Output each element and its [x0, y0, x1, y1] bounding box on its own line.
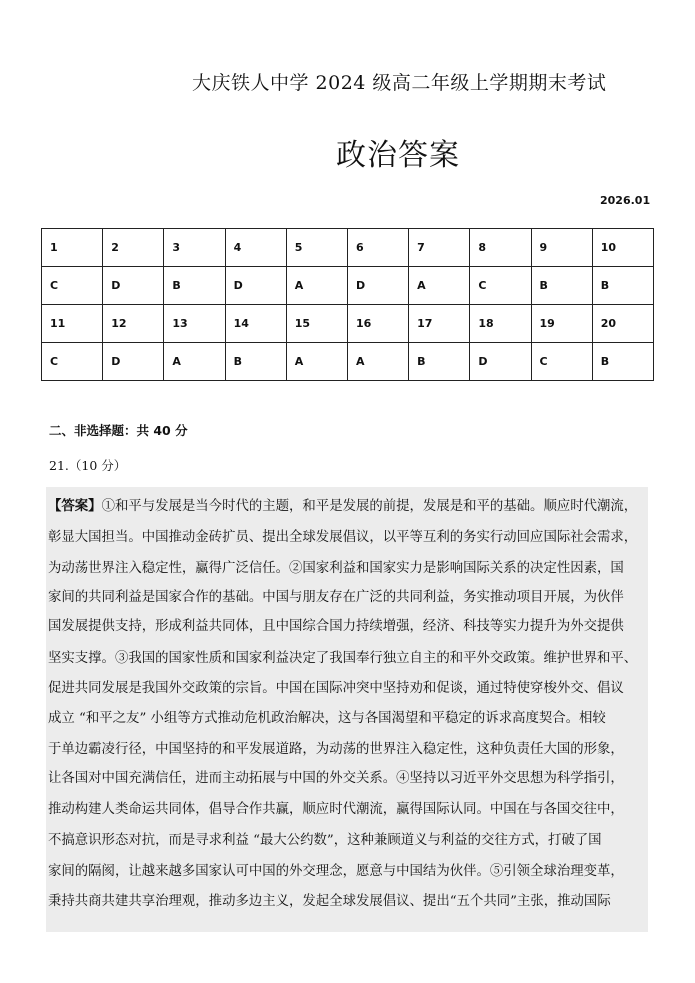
- answer-letter-cell: A: [286, 267, 347, 305]
- exam-title: 大庆铁人中学 2024 级高二年级上学期期末考试: [192, 72, 607, 94]
- answer-letter-cell: A: [164, 343, 225, 381]
- answer-letter-cell: C: [42, 343, 103, 381]
- question-number-row: [42, 305, 654, 343]
- answer-text-line: 不搞意识形态对抗，而是寻求利益 “最大公约数”，这种兼顾道义与利益的交往方式，打破了国: [48, 833, 602, 848]
- answer-text-line: 让各国对中国充满信任，进而主动拓展与中国的外交关系。④坚持以习近平外交思想为科学指引，: [48, 771, 624, 786]
- answer-text-line: 推动构建人类命运共同体，倡导合作共赢，顺应时代潮流，赢得国际认同。中国在与各国交往中，: [48, 802, 624, 817]
- answer-letter-row: [42, 267, 654, 305]
- answer-text-line: 促进共同发展是我国外交政策的宗旨。中国在国际冲突中坚持劝和促谈，通过特使穿梭外交、倡议: [48, 681, 624, 696]
- answer-text-line: 家间的隔阂，让越来越多国家认可中国的外交理念，愿意与中国结为伙伴。⑤引领全球治理变革，: [48, 864, 624, 879]
- question-number-cell: 13: [164, 305, 225, 343]
- question-number-cell: 6: [347, 229, 408, 267]
- answer-letter-cell: A: [409, 267, 470, 305]
- question-number-cell: 3: [164, 229, 225, 267]
- question-number-cell: 7: [409, 229, 470, 267]
- exam-date: 2026.01: [600, 194, 651, 207]
- answer-letter-cell: B: [164, 267, 225, 305]
- question-label: 21.（10 分）: [49, 458, 127, 473]
- answer-text-line: 成立 “和平之友” 小组等方式推动危机政治解决，这与各国渴望和平稳定的诉求高度契合。相较: [48, 711, 606, 726]
- answer-letter-cell: D: [470, 343, 531, 381]
- answer-letter-cell: B: [592, 343, 653, 381]
- answer-letter-row: [42, 343, 654, 381]
- answer-letter-cell: A: [286, 343, 347, 381]
- question-number-cell: 14: [225, 305, 286, 343]
- answer-text-line: 国发展提供支持，形成利益共同体，且中国综合国力持续增强，经济、科技等实力提升为外交提供: [48, 619, 624, 634]
- answer-text-line: [48, 495, 637, 514]
- answer-letter-cell: C: [531, 343, 592, 381]
- answer-text-line: 坚实支撑。③我国的国家性质和国家利益决定了我国奉行独立自主的和平外交政策。维护世界和平、: [48, 651, 638, 666]
- answer-text-line: 彰显大国担当。中国推动金砖扩员、提出全球发展倡议，以平等互利的务实行动回应国际社会需求，: [48, 530, 638, 545]
- answer-text: ①和平与发展是当今时代的主题，和平是发展的前提，发展是和平的基础。顺应时代潮流，: [101, 499, 638, 514]
- answer-letter-cell: D: [103, 267, 164, 305]
- answer-text-line: 秉持共商共建共享治理观，推动多边主义，发起全球发展倡议、提出“五个共同”主张，推动国际: [48, 894, 611, 909]
- question-number-cell: 12: [103, 305, 164, 343]
- question-number-cell: 16: [347, 305, 408, 343]
- question-number-cell: 17: [409, 305, 470, 343]
- question-number-row: [42, 229, 654, 267]
- answer-text-line: 为动荡世界注入稳定性，赢得广泛信任。②国家利益和国家实力是影响国际关系的决定性因素，国: [48, 561, 624, 576]
- question-number-cell: 9: [531, 229, 592, 267]
- question-number-cell: 18: [470, 305, 531, 343]
- answer-letter-cell: C: [42, 267, 103, 305]
- question-number-cell: 2: [103, 229, 164, 267]
- section-heading: 二、非选择题：共 40 分: [49, 423, 188, 438]
- answer-letter-cell: B: [592, 267, 653, 305]
- answer-key-table: [41, 228, 654, 381]
- question-number-cell: 15: [286, 305, 347, 343]
- question-number-cell: 11: [42, 305, 103, 343]
- answer-letter-cell: D: [103, 343, 164, 381]
- question-number-cell: 19: [531, 305, 592, 343]
- question-number-cell: 4: [225, 229, 286, 267]
- question-number-cell: 5: [286, 229, 347, 267]
- answer-text-line: 于单边霸凌行径，中国坚持的和平发展道路，为动荡的世界注入稳定性，这种负责任大国的形象，: [48, 742, 624, 757]
- answer-letter-cell: D: [225, 267, 286, 305]
- answer-letter-cell: C: [470, 267, 531, 305]
- answer-text-line: 家间的共同利益是国家合作的基础。中国与朋友存在广泛的共同利益，务实推动项目开展，为伙伴: [48, 590, 624, 605]
- answer-label: 【答案】: [48, 498, 102, 514]
- answer-letter-cell: B: [225, 343, 286, 381]
- subject-title: 政治答案: [336, 138, 460, 173]
- answer-letter-cell: B: [531, 267, 592, 305]
- answer-letter-cell: B: [409, 343, 470, 381]
- question-number-cell: 20: [592, 305, 653, 343]
- answer-letter-cell: D: [347, 267, 408, 305]
- question-number-cell: 1: [42, 229, 103, 267]
- question-number-cell: 10: [592, 229, 653, 267]
- answer-letter-cell: A: [347, 343, 408, 381]
- answer-block: [46, 487, 648, 932]
- question-number-cell: 8: [470, 229, 531, 267]
